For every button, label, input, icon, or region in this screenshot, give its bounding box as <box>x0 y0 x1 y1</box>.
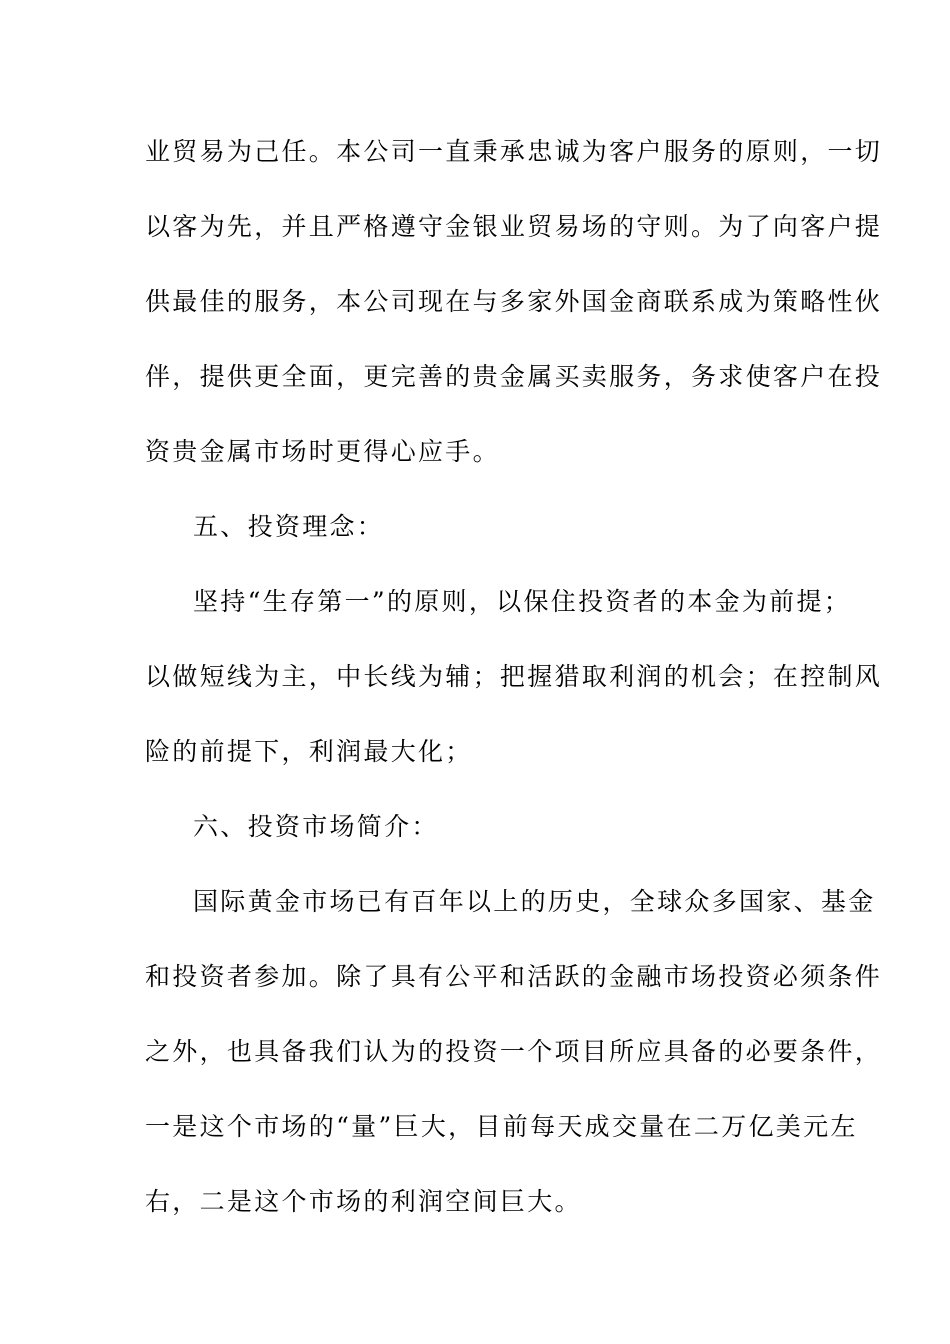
paragraph-philosophy-line-2: 以做短线为主，中长线为辅；把握猎取利润的机会；在控制风 <box>145 662 883 691</box>
paragraph-company-line-3: 供最佳的服务，本公司现在与多家外国金商联系成为策略性伙 <box>145 287 883 316</box>
paragraph-company-line-5: 资贵金属市场时更得心应手。 <box>145 437 500 466</box>
paragraph-company-line-1: 业贸易为己任。本公司一直秉承忠诚为客户服务的原则，一切 <box>145 137 883 166</box>
paragraph-philosophy-line-1: 坚持“生存第一”的原则，以保住投资者的本金为前提； <box>193 587 852 616</box>
paragraph-market-line-5: 右，二是这个市场的利润空间巨大。 <box>145 1187 582 1216</box>
section-heading-market: 六、投资市场简介： <box>193 812 439 841</box>
section-heading-philosophy: 五、投资理念： <box>193 512 385 541</box>
paragraph-company-line-4: 伴，提供更全面，更完善的贵金属买卖服务，务求使客户在投 <box>145 362 883 391</box>
paragraph-company-line-2: 以客为先，并且严格遵守金银业贸易场的守则。为了向客户提 <box>145 212 883 241</box>
paragraph-philosophy-line-3: 险的前提下，利润最大化； <box>145 737 473 766</box>
paragraph-market-line-2: 和投资者参加。除了具有公平和活跃的金融市场投资必须条件 <box>145 962 883 991</box>
paragraph-market-line-4: 一是这个市场的“量”巨大，目前每天成交量在二万亿美元左 <box>145 1112 858 1141</box>
paragraph-market-line-3: 之外，也具备我们认为的投资一个项目所应具备的必要条件， <box>145 1037 883 1066</box>
paragraph-market-line-1: 国际黄金市场已有百年以上的历史，全球众多国家、基金 <box>193 887 876 916</box>
